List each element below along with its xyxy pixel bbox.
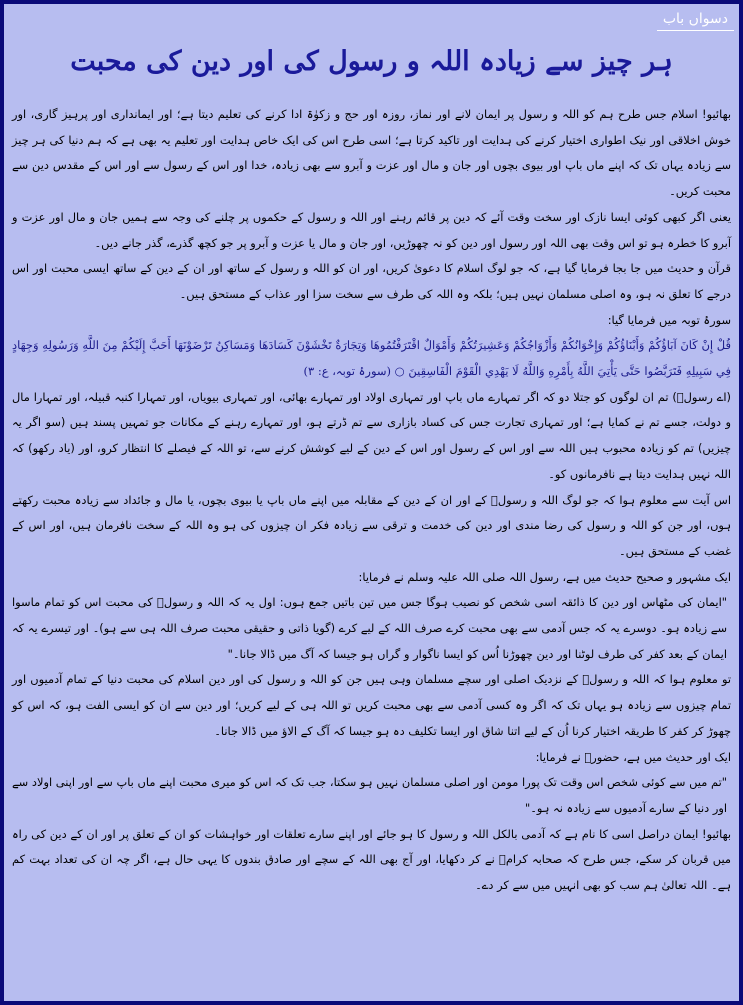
page-title: ہر چیز سے زیادہ اللہ و رسول کی اور دین کی محبت	[70, 46, 673, 77]
quran-verse: قُلْ إِنْ كَانَ آبَاؤُكُمْ وَأَبْنَاؤُكُمْ وَإِخْوَانُكُمْ وَأَزْوَاجُكُمْ وَعَشِيرَتُكُمْ وَأَمْوَالٌ اقْتَرَفْتُمُوهَا وَتِجَارَةٌ تَخْشَوْنَ كَسَادَهَا وَمَسَاكِنُ تَرْضَوْنَهَا أَحَبَّ إِلَيْكُمْ مِنَ اللَّهِ وَرَسُولِهِ وَجِهَادٍ فِي سَبِيلِهِ فَتَرَبَّصُوا حَتَّى يَأْتِيَ اللَّهُ بِأَمْرِهِ وَاللَّهُ لَا يَهْدِي الْقَوْمَ الْفَاسِقِينَ ○ (سورۂ توبہ، ع: ۳)	[12, 338, 731, 379]
paragraph: یعنی اگر کبھی کوئی ایسا نازک اور سخت وقت آئے کہ دین پر قائم رہنے اور اللہ و رسول کے حکموں پر چلنے کی وجہ سے ہمیں جان و مال اور عزت و آبرو کا خطرہ ہو تو اس وقت بھی اللہ اور رسول اور دین کو نہ چھوڑیں، اور جان و مال یا عزت و آبرو پر جو کچھ گذرے، گذر جانے دیں۔	[12, 209, 731, 250]
paragraph: تو معلوم ہوا کہ اللہ و رسولؐ کے نزدیک اصلی اور سچے مسلمان وہی ہیں جن کو اللہ و رسول کی اور دین اسلام کی محبت دنیا کے تمام آدمیوں اور تمام چیزوں سے زیادہ ہو یہاں تک کہ اگر وہ کسی آدمی سے بھی محبت کریں تو اللہ ہی کے لیے کریں؛ اور دین سے ان کو ایسی الفت ہو، کہ اس کو چھوڑ کر کفر کا طریقہ اختیار کرنا اُن کے لیے اتنا شاق اور ایسا تکلیف دہ ہو جیسا کہ آگ کے الاؤ میں ڈالا جانا۔	[12, 672, 731, 738]
hadith-quote: "ایمان کی مٹھاس اور دین کا ذائقہ اسی شخص کو نصیب ہوگا جس میں تین باتیں جمع ہوں: اول یہ کہ اللہ و رسولؐ کی محبت اس کو تمام ماسوا سے زیادہ ہو۔ دوسرے یہ کہ جس آدمی سے بھی محبت کرے صرف اللہ کے لیے کرے (گویا ذاتی و حقیقی محبت صرف اللہ ہی سے ہو)۔ اور تیسرے یہ کہ ایمان کے بعد کفر کی طرف لوٹنا اور دین چھوڑنا اُس کو ایسا ناگوار و گراں ہو جیسا کہ آگ میں ڈالا جانا۔"	[12, 595, 727, 661]
article-body	[12, 102, 731, 899]
paragraph: ایک مشہور و صحیح حدیث میں ہے، رسول اللہ صلی اللہ علیہ وسلم نے فرمایا:	[358, 569, 731, 584]
paragraph: سورۂ توبہ میں فرمایا گیا:	[607, 312, 731, 327]
paragraph: ایک اور حدیث میں ہے، حضورؐ نے فرمایا:	[535, 749, 731, 764]
paragraph: بھائیو! اسلام جس طرح ہم کو اللہ و رسول پر ایمان لانے اور نماز، روزہ اور حج و زکوٰۃ ادا کرنے کی تعلیم دیتا ہے؛ اور ایمانداری اور پرہیز گاری، اور خوش اخلاقی اور نیک اطواری اختیار کرنے کی ہدایت اور تاکید کرتا ہے؛ اسی طرح اس کی ایک خاص ہدایت اور تعلیم یہ بھی ہے کہ ہم دنیا کی ہر چیز سے زیادہ یہاں تک کہ اپنے ماں باپ اور بیوی بچوں اور جان و مال اور عزت و آبرو سے بھی زیادہ، خدا اور اس کے رسول سے اور اس کے مقدس دین سے محبت کریں۔	[12, 107, 731, 199]
chapter-label: دسواں باب	[657, 10, 734, 31]
verse-translation: (اے رسولؐ) تم ان لوگوں کو جتلا دو کہ اگر تمہارے ماں باپ اور تمہاری اولاد اور تمہارے بھائی، اور تمہاری بیویاں، اور تمہارا کنبہ قبیلہ، اور تمہارا مال و دولت، جسے تم نے کمایا ہے؛ اور تمہاری تجارت جس کی کساد بازاری سے تم ڈرتے ہو، اور تمہارے رہنے کے مکانات جو تمہیں پسند ہیں (سو اگر یہ چیزیں) تم کو زیادہ محبوب ہیں اللہ سے اور اس کے رسول اور اس کے دین کے لیے کوشش کرنے سے، تو اللہ کے فیصلے کا انتظار کرو، اور (یاد رکھو) کہ اللہ نہیں ہدایت دیتا ہے نافرمانوں کو۔	[12, 389, 731, 481]
paragraph: اس آیت سے معلوم ہوا کہ جو لوگ اللہ و رسولؐ کے اور ان کے دین کے مقابلہ میں اپنے ماں باپ یا بیوی بچوں، یا مال و جائداد سے زیادہ محبت رکھتے ہوں، اور جن کو اللہ و رسول کی رضا مندی اور دین کی خدمت و ترقی سے زیادہ فکر ان چیزوں کی ہو وہ اللہ کے سخت نافرمان ہیں، اور اس کے غضب کے مستحق ہیں۔	[12, 492, 731, 558]
closing-paragraph: بھائیو! ایمان دراصل اسی کا نام ہے کہ آدمی بالکل اللہ و رسول کا ہو جائے اور اپنے سارے تعلقات اور خواہشات کو ان کے تعلق پر اور ان کے دین کی راہ میں قربان کر سکے، جس طرح کہ صحابہ کرامؓ نے کر دکھایا، اور آج بھی اللہ کے سچے اور صادق بندوں کا یہی حال ہے، اگر چہ ان کی تعداد بہت کم ہے۔ اللہ تعالیٰ ہم سب کو بھی انہیں میں سے کر دے۔	[12, 826, 731, 893]
hadith-quote: "تم میں سے کوئی شخص اس وقت تک پورا مومن اور اصلی مسلمان نہیں ہو سکتا، جب تک کہ اس کو میری محبت اپنے ماں باپ سے اور اپنی اولاد سے اور دنیا کے سارے آدمیوں سے زیادہ نہ ہو۔"	[12, 775, 727, 815]
paragraph: قرآن و حدیث میں جا بجا فرمایا گیا ہے، کہ جو لوگ اسلام کا دعویٰ کریں، اور ان کو اللہ و رسول کے ساتھ اور ان کے دین کے ساتھ ایسی محبت اور اس درجے کا تعلق نہ ہو، وہ اصلی مسلمان نہیں ہیں؛ بلکہ وہ اللہ کی طرف سے سخت سزا اور عذاب کے مستحق ہیں۔	[12, 261, 731, 301]
